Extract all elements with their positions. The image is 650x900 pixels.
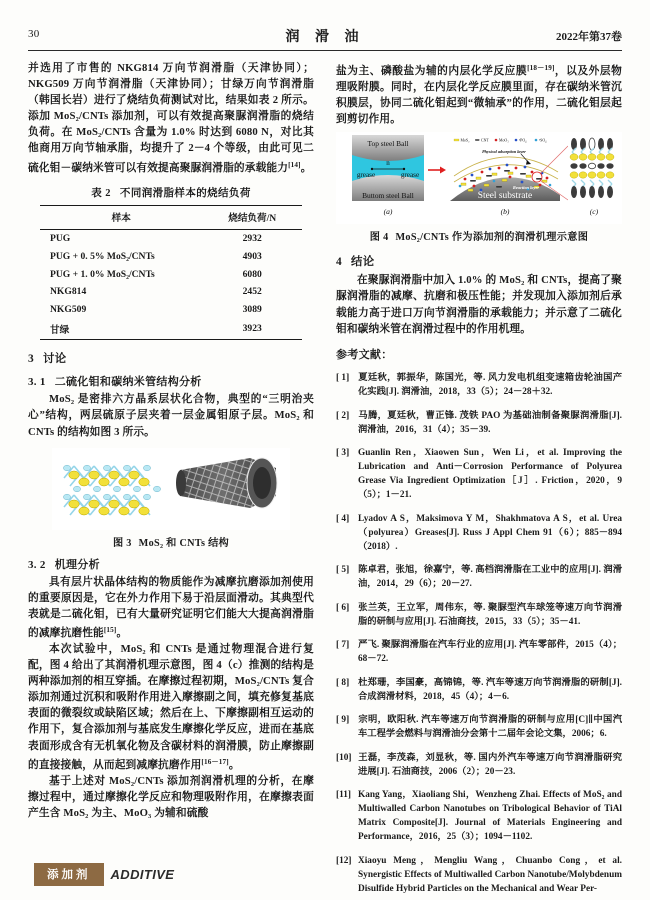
citation-marker: [18－19] — [527, 64, 555, 72]
section-heading-3-2 — [28, 556, 314, 572]
citation-marker: [14] — [288, 160, 301, 169]
mos2-cnt-structure-illustration — [52, 448, 290, 530]
section-title: 讨论 — [43, 353, 67, 366]
reference-text: Kang Yang，Xiaoliang Shi，Wenzheng Zhai. Effects of MoS₂ and Multiwalled Carbon Nanotubes on Tribological Behavior of TiAl Matrix Composite[J]. Journal of Materials Engineering and Performance，2016，25（3）；1094－1102. — [358, 790, 622, 843]
page-number: 30 — [28, 28, 40, 40]
reference-number: [ 1] — [336, 373, 350, 384]
table-row — [40, 301, 302, 319]
paragraph-3-2-b: 本次试验中，MoS₂ 和 CNTs 是通过物理混合进行复配，图 4 给出了其润滑机理示意图，图 4（c）推测的结构是两种添加剂的相互穿插。在摩擦过程初期，MoS₂/CNTs 复合添加剂通过沉积和吸附作用进入摩擦副之间，填充修复基底表面的微裂纹或缺陷区域；然后在上、下摩擦副相互运动的作用下，复合添加剂与基底发生摩擦化学反应，进而在基底表面形成含有无机氧化物及含碳材料的润滑膜，防止摩擦副的直接接触，从而起到减摩抗磨作用[16－17]。 — [28, 643, 314, 771]
svg-text:²SO₄: ²SO₄ — [539, 138, 547, 143]
subsection-number: 3. 2 — [28, 558, 46, 571]
steel-substrate-label: Steel substrate — [477, 191, 533, 202]
figure-4-caption — [336, 228, 622, 243]
cell-load: 3089 — [242, 304, 262, 316]
sintering-load-table — [40, 205, 302, 341]
panel-c-mo-layer-bottom — [570, 172, 614, 178]
figure-4-panel-a — [352, 135, 424, 216]
reference-number: [ 4] — [336, 513, 350, 524]
reference-number: [ 6] — [336, 602, 350, 613]
figure-4 — [336, 132, 622, 243]
panel-a-grease-right: grease — [400, 171, 420, 180]
figure-4-panel-c — [568, 135, 620, 216]
figure-3-artwork — [52, 448, 290, 530]
reference-item — [336, 601, 622, 629]
table-caption — [28, 185, 314, 200]
reference-item — [336, 788, 622, 844]
right-column — [336, 60, 622, 899]
reference-text: 陈卓君，张旭，徐嘉宁，等. 高档润滑脂在工业中的应用[J]. 润滑油，2014，29（6）；20－27. — [358, 565, 622, 590]
svg-text:MoO₃: MoO₃ — [499, 138, 509, 143]
reference-number: [ 5] — [336, 565, 350, 576]
figure-3-number: 图 3 — [112, 537, 132, 549]
citation-marker: [16－17] — [201, 757, 229, 766]
paragraph-3-2-a: 具有层片状晶体结构的物质能作为减摩抗磨添加剂使用的重要原因是，它在外力作用下易于沿层面滑动。其典型代表就是二硫化钼，已有大量研究证明它们能大大提高润滑脂的减摩抗磨性能[15]。 — [28, 575, 314, 639]
reference-item — [336, 371, 622, 399]
additive-badge-cn: 添加剂 — [34, 863, 104, 886]
cell-sample: NKG509 — [50, 304, 87, 316]
subsection-title: 机理分析 — [54, 558, 100, 571]
svg-text:³PO₄: ³PO₄ — [519, 138, 527, 143]
reference-number: [ 3] — [336, 448, 350, 459]
cell-load: 2932 — [242, 233, 262, 245]
subsection-title: 二硫化钼和碳纳米管结构分析 — [54, 376, 202, 389]
carbon-nanotube-graphic — [176, 458, 277, 508]
subsection-number: 3. 1 — [28, 376, 46, 389]
references-heading: 参考文献： — [336, 348, 393, 361]
panel-a-top-label: Top steel Ball — [367, 139, 409, 149]
physical-adsorption-layer-label: Physical adsorption layer — [482, 149, 526, 155]
cell-load: 6080 — [242, 268, 262, 280]
panel-c-label: (c) — [589, 207, 599, 217]
panel-b-label: (b) — [500, 207, 510, 217]
cell-load: 4903 — [242, 250, 262, 262]
reference-number: [12] — [336, 855, 352, 866]
reference-item — [336, 676, 622, 704]
table-row — [40, 265, 302, 283]
mos2-layers-graphic — [63, 465, 160, 515]
references-list — [336, 371, 622, 896]
table-2-wrapper — [28, 185, 314, 341]
reference-item — [336, 409, 622, 437]
table-row — [40, 247, 302, 265]
section-heading-3 — [28, 350, 314, 366]
reference-number: [10] — [336, 752, 352, 763]
section-heading-4 — [336, 253, 622, 269]
reference-text: 杜郑珊，李国豪，高锦锦，等. 汽车等速万向节润滑脂的研制[J]. 合成润滑材料，2018，45（4）；4－6. — [358, 677, 622, 702]
reference-number: [ 7] — [336, 640, 350, 651]
left-column — [28, 60, 314, 821]
reference-text: Xiaoyu Meng，Mengliu Wang，Chuanbo Cong，et al. Synergistic Effects of Multiwalled Carbon Nanotube/Molybdenum Disulfide Hybrid Particles on the Mechanical and Wear Per- — [358, 855, 622, 895]
panel-a-label: (a) — [383, 207, 393, 217]
figure-3 — [28, 448, 314, 549]
reference-item — [336, 751, 622, 779]
cell-sample: NKG814 — [50, 286, 87, 298]
table-row — [40, 283, 302, 301]
cell-sample: PUG + 0. 5% MoS₂/CNTs — [50, 250, 155, 262]
reference-text: 张兰英，王立军，周伟东，等. 聚脲型汽车球笼等速万向节润滑脂的研制与应用[J]. 石油商技，2015，33（5）；35－41. — [358, 602, 622, 627]
figure-4-number: 图 4 — [369, 232, 389, 244]
reference-text: 严飞. 聚脲润滑脂在汽车行业的应用[J]. 汽车零部件，2015（4）；68－72. — [358, 640, 622, 665]
cell-load: 3923 — [242, 323, 262, 335]
header-divider — [28, 50, 622, 51]
additive-badge-en: ADDITIVE — [110, 867, 175, 882]
footer-badge-group — [34, 863, 174, 886]
column-header-sample: 样本 — [40, 205, 202, 229]
figure-4-caption-text: MoS₂/CNTs 作为添加剂的润滑机理示意图 — [395, 232, 589, 244]
table-row — [40, 229, 302, 247]
table-title: 不同润滑脂样本的烧结负荷 — [119, 187, 251, 199]
reference-item — [336, 713, 622, 741]
reference-text: 马腾，夏廷秋，曹正锋. 茂铁 PAO 为基础油制备聚脲润滑脂[J]. 润滑油，2016，31（4）；35－39. — [358, 410, 622, 435]
figure-4-panel-b — [450, 135, 568, 216]
paragraph-3-1: MoS₂ 是密排六方晶系层状化合物，典型的“三明治夹心”结构，两层硫原子层夹着一层金属钼原子层。MoS₂ 和 CNTs 的结构如图 3 所示。 — [28, 393, 314, 438]
table-row — [40, 319, 302, 340]
section-title: 结论 — [351, 256, 375, 269]
paragraph-continued-right: 盐为主、磷酸盐为辅的内层化学反应膜[18－19]，以及外层物理吸附膜。同时，在内层化学反应膜里面，存在碳纳米管沉积膜层，协同二硫化钼起到“微轴承”的作用，二硫化钼层起到剪切作用。 — [336, 64, 622, 126]
cell-sample: PUG + 1. 0% MoS₂/CNTs — [50, 268, 155, 280]
table-body — [40, 229, 302, 340]
svg-text:MoS₂: MoS₂ — [460, 138, 470, 143]
cell-sample: 甘绿 — [50, 324, 70, 336]
section-number: 3 — [28, 353, 34, 366]
figure-3-caption-text: MoS₂ 和 CNTs 结构 — [138, 537, 230, 549]
lubrication-mechanism-diagram — [336, 132, 622, 224]
panel-a-bottom-label: Buttom steel Ball — [362, 191, 414, 201]
reference-item — [336, 446, 622, 502]
reference-item — [336, 854, 622, 896]
reference-number: [ 8] — [336, 677, 350, 688]
paragraph-4: 在聚脲润滑脂中加入 1.0% 的 MoS₂ 和 CNTs，提高了聚脲润滑脂的减摩、抗磨和极压性能；并发现加入添加剂后承载能力高于进口万向节润滑脂的承载能力；并示意了二硫化钼和碳纳米管在润滑过程中的作用机理。 — [336, 274, 622, 335]
panel-a-n-label: n — [386, 159, 390, 168]
reaction-layer-label: Reaction layer — [512, 185, 540, 191]
figure-3-caption — [28, 534, 314, 549]
reference-number: [ 2] — [336, 410, 350, 421]
svg-text:CNT: CNT — [481, 138, 489, 143]
section-heading-3-1 — [28, 373, 314, 389]
panel-a-grease-left: grease — [356, 171, 376, 180]
reference-item — [336, 638, 622, 666]
table-number: 表 2 — [91, 187, 111, 199]
paragraph-3-2-c: 基于上述对 MoS₂/CNTs 添加剂润滑机理的分析，在摩擦过程中，通过摩擦化学反应和物理吸附作用，在摩擦表面产生含 MoS₂ 为主、MoO₃ 为辅和硫酸 — [28, 774, 314, 819]
table-header-row — [40, 205, 302, 229]
reference-text: Guanlin Ren，Xiaowen Sun，Wen Li，et al. Improving the Lubrication and Anti－Corrosion Performance of Polyurea Grease Via Ingredient Optimization［J］. Friction，2020，9（5）；1－21. — [358, 448, 622, 501]
reference-text: 夏廷秋，郭振华，陈国光，等. 风力发电机组变速箱齿轮油国产化实践[J]. 润滑油，2018，33（5）；24－28＋32. — [358, 373, 622, 398]
citation-marker: [15] — [103, 625, 117, 634]
reference-text: 王磊，李茂森，刘显秋，等. 国内外汽车等速万向节润滑脂研究进展[J]. 石油商技，2006（2）；20－23. — [358, 752, 622, 777]
reference-item — [336, 563, 622, 591]
cell-sample: PUG — [50, 233, 71, 245]
paragraph-continued: 并选用了市售的 NKG814 万向节润滑脂（天津协同）；NKG509 万向节润滑脂（天津协同）；甘绿万向节润滑脂（韩国长岩）进行了烧结负荷测试对比，结果如表 2 所示。添加 MoS₂/CNTs 添加剂，可以有效提高聚脲润滑脂的烧结负荷。在 MoS₂/CNTs 含量为 1.0% 时达到 6080 N，对比其他商用万向节轴承脂，均提升了 2－4 个等级，由此可见二硫化钼－碳纳米管可以有效提高聚脲润滑脂的承载能力[14]。 — [28, 62, 314, 174]
journal-title: 润 滑 油 — [285, 30, 365, 45]
reference-number: [ 9] — [336, 715, 350, 726]
figure-4-artwork — [336, 132, 622, 224]
column-header-load: 烧结负荷/N — [202, 205, 302, 229]
reference-text: Lyadov A S，Maksimova Y M，Shakhmatova A S，et al. Urea（polyurea）Greases[J]. Russ J Appl Chem 91（6）；885－894（2018）. — [358, 513, 622, 552]
red-arrow-icon — [428, 167, 446, 174]
reference-item — [336, 512, 622, 554]
reference-number: [11] — [336, 790, 351, 801]
cell-load: 2452 — [242, 286, 262, 298]
panel-c-mo-layer-top — [570, 154, 614, 160]
issue-info: 2022年第37卷 — [556, 31, 622, 43]
section-number: 4 — [336, 256, 342, 269]
reference-text: 宗明，欧阳秋. 汽车等速万向节润滑脂的研制与应用[C]∥中国汽车工程学会燃料与润滑油分会第十二届年会论文集，2006；6. — [358, 715, 622, 740]
running-head — [28, 26, 622, 48]
